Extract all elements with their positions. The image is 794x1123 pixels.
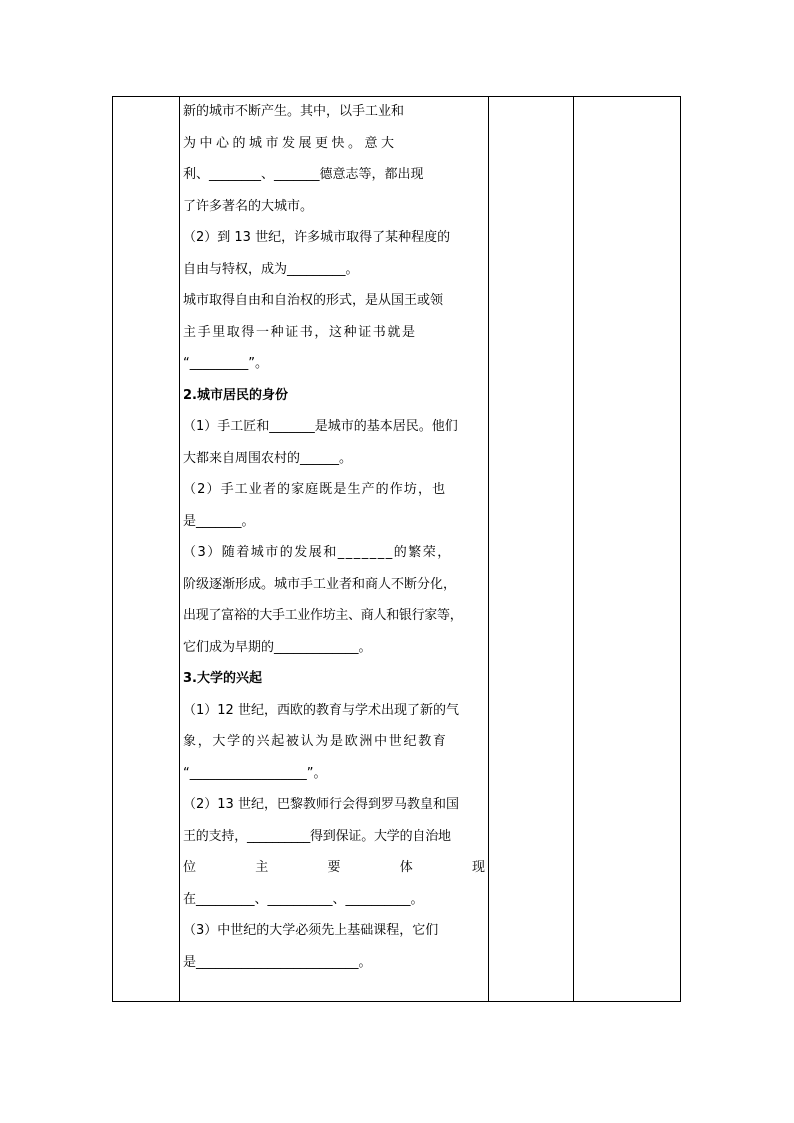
text-line-justified	[183, 852, 485, 884]
text-line: 在_________、__________、__________。	[183, 891, 424, 907]
text-line: （1）手工匠和_______是城市的基本居民。他们	[183, 419, 458, 434]
text-char: 体	[399, 860, 413, 875]
text-line: 自由与特权，成为_________。	[183, 261, 359, 277]
text-line: 城市取得自由和自治权的形式，是从国王或领	[183, 293, 444, 308]
text-line: 阶级逐渐形成。城市手工业者和商人不断分化，	[183, 576, 457, 592]
text-line: 象，大学的兴起被认为是欧洲中世纪教育	[183, 734, 448, 749]
column-divider-2	[488, 97, 489, 1001]
text-line: 利、________、_______德意志等，都出现	[183, 167, 424, 182]
text-line: 出现了富裕的大手工业作坊主、商人和银行家等，	[183, 608, 463, 623]
text-line: （2）到 13 世纪，许多城市取得了某种程度的	[183, 230, 451, 245]
text-char: 主	[255, 860, 269, 875]
content-column	[183, 96, 485, 978]
column-divider-3	[573, 97, 574, 1001]
text-line: 它们成为早期的_____________。	[183, 639, 372, 655]
text-line: （2）13 世纪，巴黎教师行会得到罗马教皇和国	[183, 797, 459, 812]
text-line: （3）中世纪的大学必须先上基础课程，它们	[183, 923, 439, 938]
text-line: “__________________”。	[183, 765, 327, 781]
text-line: （2）手工业者的家庭既是生产的作坊，也	[183, 482, 447, 497]
column-divider-1	[179, 97, 180, 1001]
text-line: 王的支持，__________得到保证。大学的自治地	[183, 828, 451, 844]
text-line: 是_________________________。	[183, 954, 372, 970]
text-line: “_________”。	[183, 356, 268, 371]
text-line: （1）12 世纪，西欧的教育与学术出现了新的气	[183, 702, 459, 718]
section-heading-residents: 2.城市居民的身份	[183, 387, 288, 403]
section-heading-university: 3.大学的兴起	[183, 671, 262, 686]
text-line: 新的城市不断产生。其中，以手工业和	[183, 104, 405, 119]
text-char: 要	[327, 860, 341, 875]
text-char: 位	[183, 860, 197, 875]
text-line: 大都来自周围农村的______。	[183, 450, 353, 466]
text-line: 为中心的城市发展更快。意大	[183, 135, 398, 151]
text-line: 了许多著名的大城市。	[183, 198, 314, 214]
text-char: 现	[471, 860, 485, 875]
text-line: 是_______。	[183, 513, 255, 529]
text-line: 主手里取得一种证书，这种证书就是	[183, 324, 417, 340]
text-line: （3）随着城市的发展和_______的繁荣，	[183, 545, 452, 560]
